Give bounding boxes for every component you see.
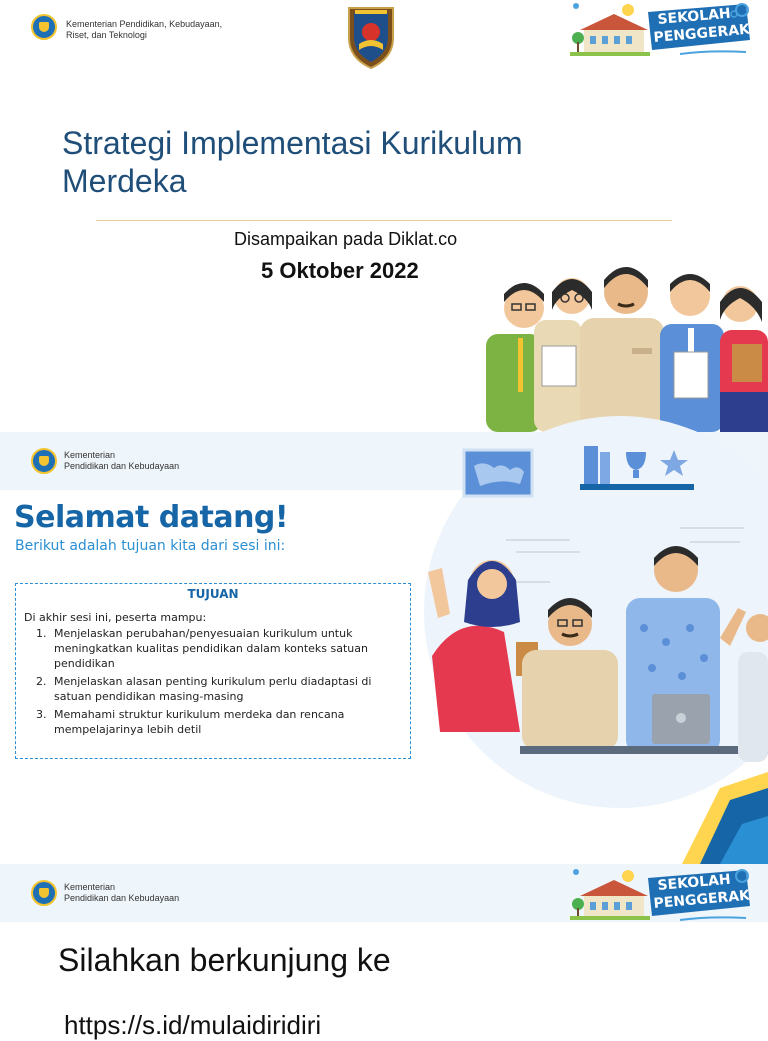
slide-header: [0, 864, 768, 922]
goal-item: 2. Menjelaskan alasan penting kurikulum perlu diadaptasi di satuan pendidikan masing-masing: [36, 675, 372, 703]
badge-line2: PENGGERAK: [652, 21, 751, 46]
classroom-illustration: [420, 432, 768, 864]
goal-item: 3. Memahami struktur kurikulum merdeka dan rencana mempelajarinya lebih detil: [36, 708, 345, 736]
presentation-date: 5 Oktober 2022: [261, 258, 419, 283]
presentation-title: Strategi Implementasi Kurikulum Merdeka: [62, 125, 523, 199]
welcome-heading: Selamat datang!: [14, 500, 289, 535]
goals-list: [24, 626, 402, 737]
title-divider: [96, 220, 672, 221]
slide-visit: [0, 864, 768, 1040]
tut-wuri-handayani-logo: [31, 880, 57, 906]
ministry-name: Kementerian Pendidikan dan Kebudayaan: [64, 882, 180, 903]
slide-title: [0, 0, 768, 432]
badge-line2: PENGGERAK: [652, 887, 751, 912]
welcome-subtitle: Berikut adalah tujuan kita dari sesi ini:: [15, 538, 286, 554]
teachers-group-illustration: [484, 262, 768, 432]
visit-url-link[interactable]: https://s.id/mulaidiridiri: [64, 1010, 322, 1040]
sekolah-penggerak-badge: [570, 0, 762, 58]
ministry-name: Kementerian Pendidikan dan Kebudayaan: [64, 450, 180, 471]
tut-wuri-handayani-logo: [31, 14, 57, 40]
visit-text: Silahkan berkunjung ke: [58, 942, 391, 978]
goals-heading: TUJUAN: [187, 587, 239, 601]
presented-at-text: Disampaikan pada Diklat.co: [234, 229, 458, 249]
tut-wuri-handayani-logo: [31, 448, 57, 474]
badge-line1: SEKOLAH: [656, 5, 732, 28]
goals-intro: Di akhir sesi ini, peserta mampu:: [24, 611, 207, 624]
goals-box: [15, 583, 411, 759]
goal-item: 1. Menjelaskan perubahan/penyesuaian kurikulum untuk meningkatkan kualitas pendidikan dalam konteks satuan pendidikan: [36, 627, 368, 670]
slide-welcome: [0, 432, 768, 864]
ministry-name: Kementerian Pendidikan, Kebudayaan, Riset, dan Teknologi: [66, 19, 223, 40]
sekolah-penggerak-badge: [570, 864, 762, 922]
badge-line1: SEKOLAH: [656, 871, 732, 894]
shield-emblem-icon: [345, 2, 397, 70]
